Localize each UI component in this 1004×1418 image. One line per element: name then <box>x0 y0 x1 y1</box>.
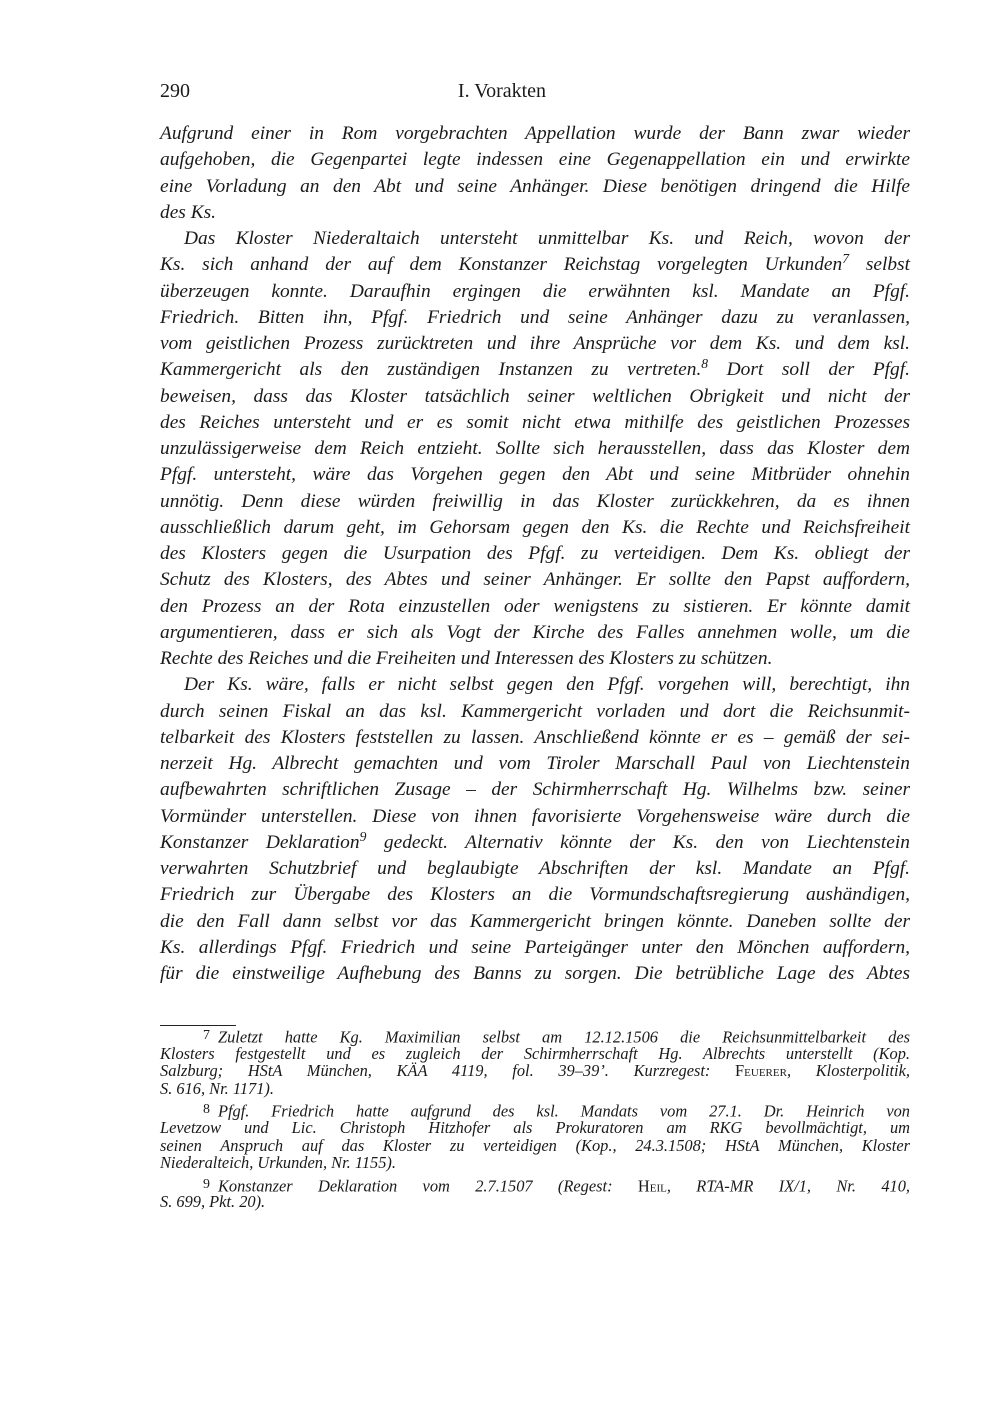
text-line <box>160 935 910 961</box>
text-run: Klosters festgestellt und es zugleich der Schirmherrschaft Hg. Albrechts unterstellt (Kop. <box>160 1043 910 1063</box>
text-line <box>160 436 910 462</box>
text-line <box>160 961 910 987</box>
text-line <box>160 646 910 672</box>
text-run: , RTA-MR IX/1, Nr. 410, <box>666 1176 910 1196</box>
text-run: unnötig. Denn diese würden freiwillig in das Kloster zurückkehren, da es ihnen <box>160 490 910 512</box>
text-line <box>160 620 910 646</box>
text-line <box>160 856 910 882</box>
text-line <box>160 699 910 725</box>
text-run: Kammergericht als den zuständigen Instanzen zu vertreten. <box>160 359 702 381</box>
text-run: die den Fall dann selbst vor das Kammergericht bringen könnte. Daneben sollte der <box>160 910 910 932</box>
text-line <box>160 882 910 908</box>
body-text <box>160 121 910 987</box>
footnote-reference: 9 <box>359 828 367 844</box>
footnote-line <box>160 1154 910 1172</box>
author-name: Feuerer <box>735 1061 787 1081</box>
footnote-line <box>160 1119 910 1137</box>
text-run: Dort soll der Pfgf. <box>708 359 910 381</box>
text-run: gedeckt. Alternativ könnte der Ks. den von Liechtenstein <box>366 831 910 853</box>
footnote-reference: 8 <box>701 356 709 372</box>
text-run: S. 616, Nr. 1171). <box>160 1078 274 1098</box>
text-line <box>160 357 910 383</box>
text-run: Das Kloster Niederaltaich untersteht unmittelbar Ks. und Reich, wovon der <box>184 228 910 249</box>
text-run: nerzeit Hg. Albrecht gemachten und vom Tiroler Marschall Paul von Liechtenstein <box>160 753 910 774</box>
footnote-line <box>160 1193 910 1211</box>
text-line <box>160 305 910 331</box>
text-line <box>160 489 910 515</box>
text-run: überzeugen konnte. Daraufhin ergingen die erwähnten ksl. Mandate an Pfgf. <box>160 280 910 302</box>
text-run: Vormünder unterstellen. Diese von ihnen favorisierte Vorgehensweise wäre durch die <box>160 805 910 827</box>
text-run: Konstanzer Deklaration vom 2.7.1507 (Regest: <box>217 1176 638 1196</box>
text-line <box>160 174 910 200</box>
text-run: aufbewahrten schriftlichen Zusage – der Schirmherrschaft Hg. Wilhelms bzw. seiner <box>160 779 910 801</box>
text-run: telbarkeit des Klosters feststellen zu lassen. Anschließend könnte er es – gemäß der sei- <box>160 726 910 748</box>
text-run: Zuletzt hatte Kg. Maximilian selbst am 12.12.1506 die Reichsunmittelbarkeit des <box>217 1027 910 1047</box>
footnote-line <box>160 1176 910 1194</box>
text-run: des Ks. <box>160 201 217 223</box>
footnote-separator <box>160 1025 236 1026</box>
text-line <box>160 410 910 436</box>
text-line <box>160 226 910 252</box>
text-run: unzulässigerweise dem Reich entzieht. Sollte sich herausstellen, dass das Kloster dem <box>160 438 910 459</box>
footnote-line <box>160 1137 910 1155</box>
footnote-number: 8 <box>203 1102 210 1118</box>
text-run: für die einstweilige Aufhebung des Banns zu sorgen. Die betrübliche Lage des Abtes <box>160 963 910 984</box>
text-run: Friedrich. Bitten ihn, Pfgf. Friedrich und seine Anhänger dazu zu veranlassen, <box>160 306 910 328</box>
text-run: Salzburg; HStA München, KÄA 4119, fol. 39–39’. Kurzregest: <box>160 1061 736 1081</box>
footnote-line <box>160 1027 910 1045</box>
text-line <box>160 200 910 226</box>
footnote-number: 9 <box>203 1176 210 1192</box>
text-line <box>160 725 910 751</box>
text-line <box>160 672 910 698</box>
text-run: , Klosterpolitik, <box>786 1061 910 1081</box>
running-head: I. Vorakten <box>457 80 547 102</box>
text-run: aufgehoben, die Gegenpartei legte indessen eine Gegenappellation ein und erwirkte <box>160 149 910 171</box>
text-run: argumentieren, dass er sich als Vogt der Kirche des Falles annehmen wolle, um die <box>160 621 910 643</box>
footnotes <box>160 1027 910 1215</box>
text-line <box>160 594 910 620</box>
footnote <box>160 1101 910 1171</box>
text-run: S. 699, Pkt. 20). <box>160 1192 266 1212</box>
text-run: Levetzow und Lic. Christoph Hitzhofer als Prokuratoren am RKG bevollmächtigt, um <box>160 1117 910 1137</box>
text-line <box>160 567 910 593</box>
text-line <box>160 331 910 357</box>
text-run: des Klosters gegen die Usurpation des Pfgf. zu verteidigen. Dem Ks. obliegt der <box>160 543 910 564</box>
text-line <box>160 515 910 541</box>
text-run: Konstanzer Deklaration <box>160 831 360 853</box>
footnote-line <box>160 1101 910 1119</box>
text-line <box>160 909 910 935</box>
text-line <box>160 830 910 856</box>
text-run: seinen Anspruch auf das Kloster zu verteidigen (Kop., 24.3.1508; HStA München, Kloster <box>160 1135 910 1155</box>
author-name: Heil <box>637 1176 667 1196</box>
footnote <box>160 1027 910 1097</box>
text-line <box>160 804 910 830</box>
text-run: Pfgf. Friedrich hatte aufgrund des ksl. Mandats vom 27.1. Dr. Heinrich von <box>217 1101 910 1121</box>
text-line <box>160 279 910 305</box>
text-line <box>160 777 910 803</box>
text-run: selbst <box>849 254 910 276</box>
footnote-line <box>160 1045 910 1063</box>
text-line <box>160 384 910 410</box>
footnote <box>160 1176 910 1211</box>
text-run: Niederalteich, Urkunden, Nr. 1155). <box>160 1153 396 1173</box>
text-run: Der Ks. wäre, falls er nicht selbst gegen den Pfgf. vorgehen will, berechtigt, ihn <box>184 674 910 696</box>
text-line <box>160 541 910 567</box>
text-run: Rechte des Reiches und die Freiheiten und Interessen des Klosters zu schützen. <box>160 648 773 669</box>
text-line <box>160 147 910 173</box>
text-line <box>160 462 910 488</box>
text-line <box>160 121 910 147</box>
text-run: den Prozess an der Rota einzustellen oder wenigstens zu sistieren. Er könnte damit <box>160 595 910 617</box>
text-run: eine Vorladung an den Abt und seine Anhänger. Diese benötigen dringend die Hilfe <box>160 175 910 197</box>
text-run: durch seinen Fiskal an das ksl. Kammergericht vorladen und dort die Reichsunmit- <box>160 700 910 722</box>
footnote-number: 7 <box>203 1028 210 1043</box>
page-number: 290 <box>160 80 190 102</box>
footnote-reference: 7 <box>842 251 849 267</box>
text-run: beweisen, dass das Kloster tatsächlich seiner weltlichen Obrigkeit und nicht der <box>160 385 910 407</box>
text-run: Pfgf. untersteht, wäre das Vorgehen gegen den Abt und seine Mitbrüder ohnehin <box>160 464 910 486</box>
text-run: des Reiches untersteht und er es somit nicht etwa mithilfe des geistlichen Prozesses <box>160 411 910 433</box>
text-run: Ks. allerdings Pfgf. Friedrich und seine Parteigänger unter den Mönchen auffordern, <box>160 936 910 958</box>
text-line <box>160 252 910 278</box>
text-run: ausschließlich darum geht, im Gehorsam gegen den Ks. die Rechte und Reichsfreiheit <box>160 516 910 538</box>
text-run: Schutz des Klosters, des Abtes und seiner Anhänger. Er sollte den Papst auffordern, <box>160 569 910 591</box>
text-run: Friedrich zur Übergabe des Klosters an die Vormundschaftsregierung aushändigen, <box>160 884 910 906</box>
footnote-line <box>160 1062 910 1080</box>
text-run: Ks. sich anhand der auf dem Konstanzer Reichstag vorgelegten Urkunden <box>160 254 843 276</box>
footnote-line <box>160 1080 910 1098</box>
text-run: verwahrten Schutzbrief und beglaubigte Abschriften der ksl. Mandate an Pfgf. <box>160 858 910 879</box>
text-run: vom geistlichen Prozess zurücktreten und ihre Ansprüche vor dem Ks. und dem ksl. <box>160 333 910 354</box>
text-line <box>160 751 910 777</box>
text-run: Aufgrund einer in Rom vorgebrachten Appellation wurde der Bann zwar wieder <box>160 123 910 144</box>
